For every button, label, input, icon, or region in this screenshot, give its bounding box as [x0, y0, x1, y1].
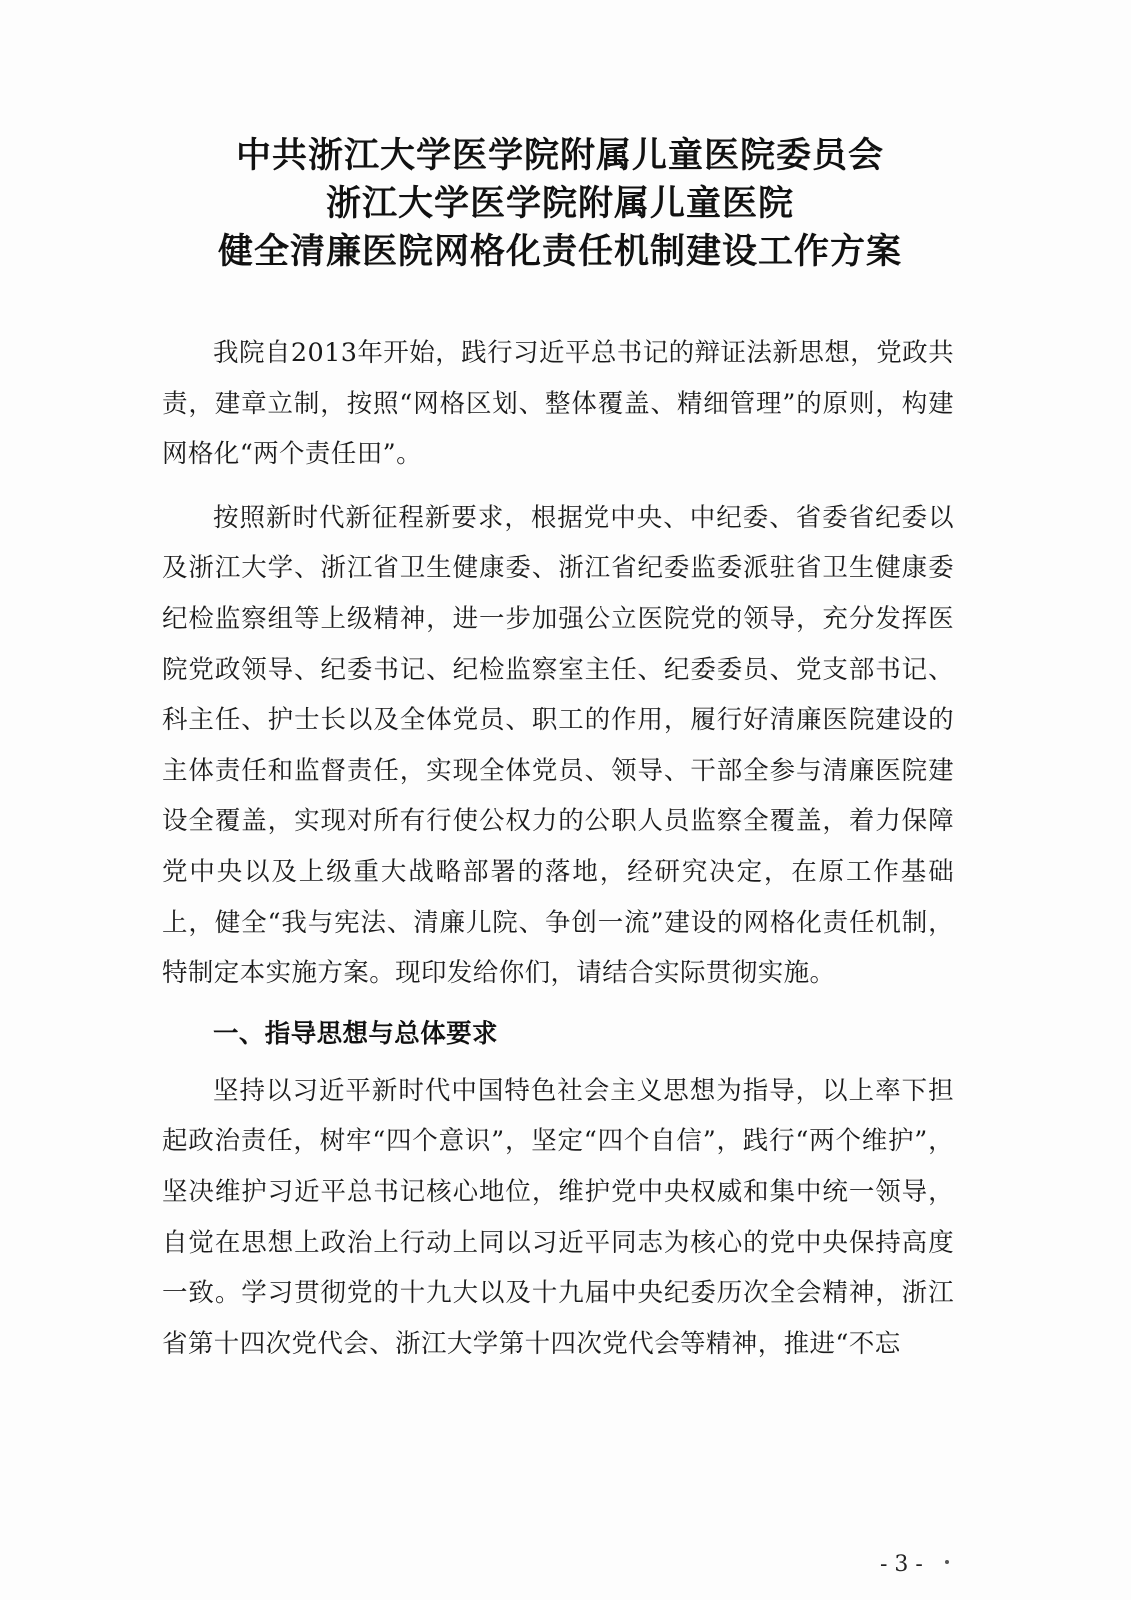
document-title: [160, 132, 960, 276]
paragraph-guiding-ideology: 坚持以习近平新时代中国特色社会主义思想为指导，以上率下担起政治责任，树牢“四个意识”，坚定“四个自信”，践行“两个维护”，坚决维护习近平总书记核心地位，维护党中央权威和集中统一领导，自觉在思想上政治上行动上同以习近平同志为核心的党中央保持高度一致。学习贯彻党的十九大以及十九届中央纪委历次全会精神，浙江省第十四次党代会、浙江大学第十四次党代会等精神，推进“不忘: [162, 1075, 954, 1359]
title-line-1: 中共浙江大学医学院附属儿童医院委员会: [235, 136, 884, 176]
title-line-2: 浙江大学医学院附属儿童医院: [325, 184, 794, 224]
document-body: [162, 328, 954, 1382]
page-number: - 3 -: [880, 1552, 923, 1577]
paragraph-intro: 我院自2013年开始，践行习近平总书记的辩证法新思想，党政共责，建章立制，按照“网格区划、整体覆盖、精细管理”的原则，构建网格化“两个责任田”。: [162, 338, 954, 470]
title-line-3: 健全清廉医院网格化责任机制建设工作方案: [217, 232, 902, 272]
section-heading: 一、指导思想与总体要求: [213, 1018, 498, 1049]
paragraph-basis: 按照新时代新征程新要求，根据党中央、中纪委、省委省纪委以及浙江大学、浙江省卫生健康委、浙江省纪委监委派驻省卫生健康委纪检监察组等上级精神，进一步加强公立医院党的领导，充分发挥医院党政领导、纪委书记、纪检监察室主任、纪委委员、党支部书记、科主任、护士长以及全体党员、职工的作用，履行好清廉医院建设的主体责任和监督责任，实现全体党员、领导、干部全参与清廉医院建设全覆盖，实现对所有行使公权力的公职人员监察全覆盖，着力保障党中央以及上级重大战略部署的落地，经研究决定，在原工作基础上，健全“我与宪法、清廉儿院、争创一流”建设的网格化责任机制，特制定本实施方案。现印发给你们，请结合实际贯彻实施。: [162, 502, 954, 989]
scan-speck: [945, 1560, 949, 1564]
